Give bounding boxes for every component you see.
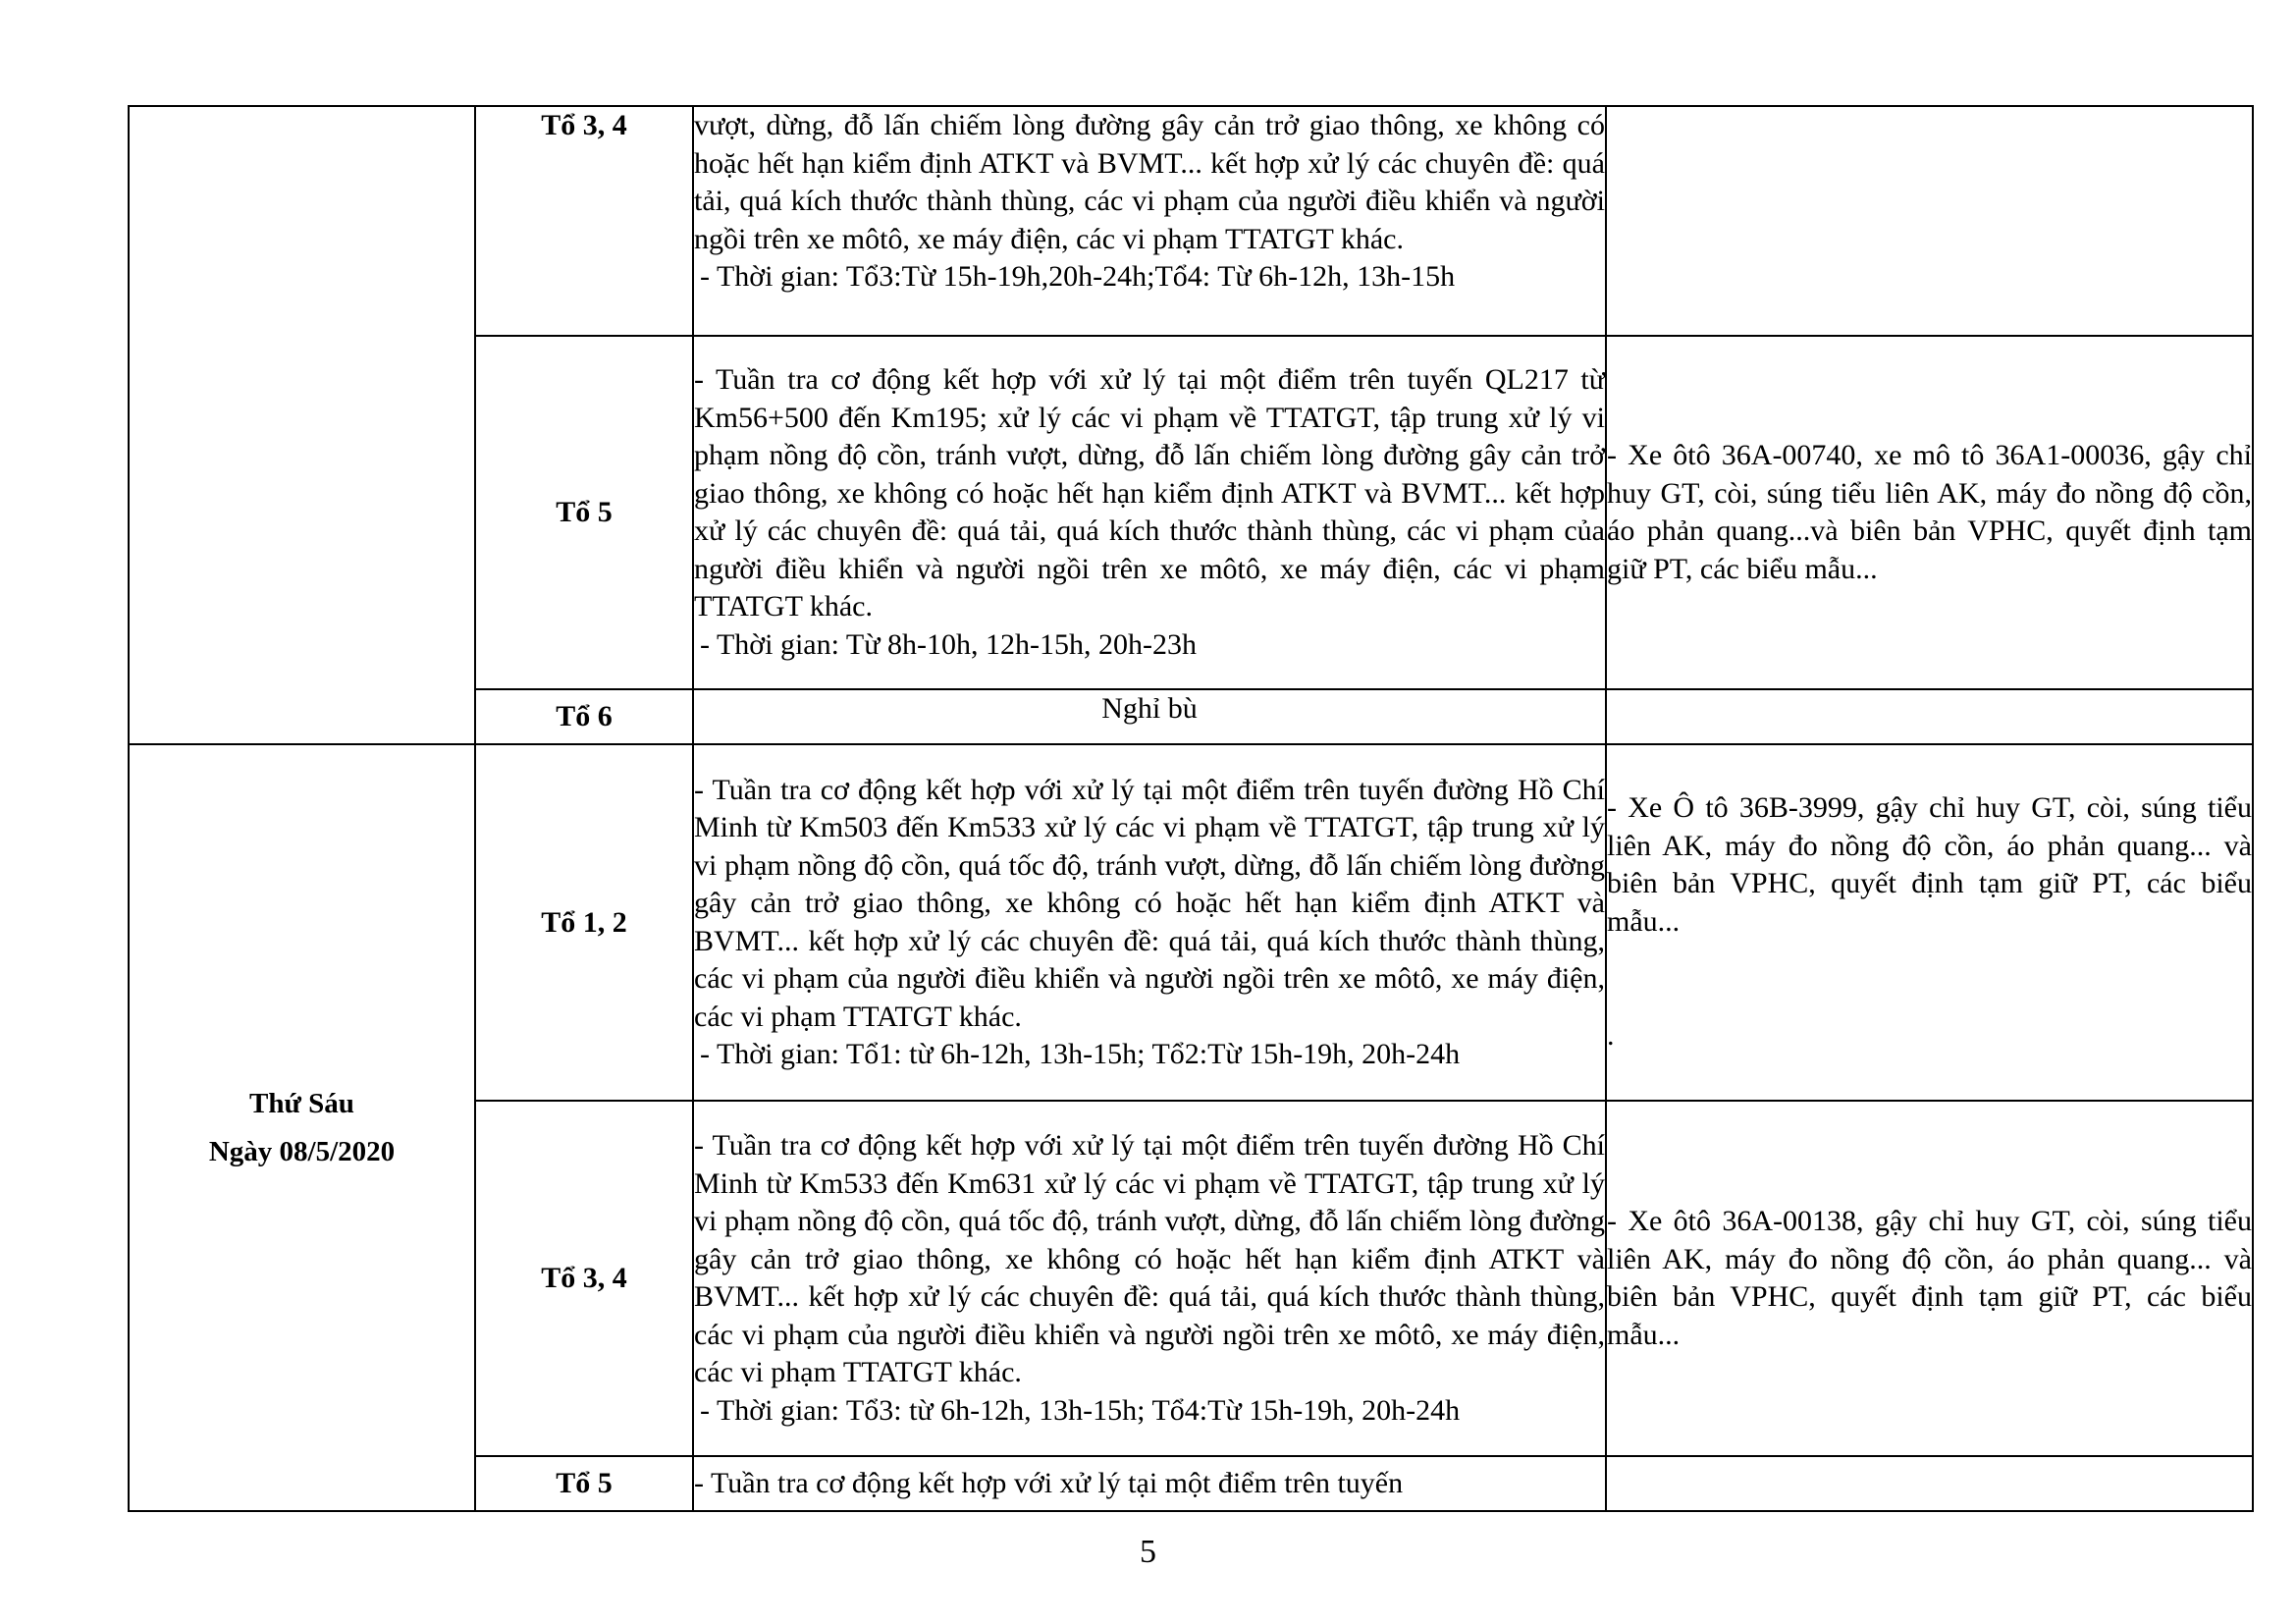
task-description: - Tuần tra cơ động kết hợp với xử lý tại một điểm trên tuyến đường Hồ Chí Minh từ Km503 đến Km533 xử lý các vi phạm về TTATGT, tập trung xử lý vi phạm nồng độ cồn, quá tốc độ, tránh vượt, dừng, đỗ lấn chiếm lòng đường gây cản trở giao thông, xe không có hoặc hết hạn kiểm định ATKT và BVMT... kết hợp xử lý các chuyên đề: quá tải, quá kích thước thành thùng, các vi phạm của người điều khiển và người ngồi trên xe môtô, xe máy điện, các vi phạm TTATGT khác.	[694, 773, 1605, 1033]
task-cell	[693, 106, 1606, 336]
task-time: - Thời gian: Tổ3: từ 6h-12h, 13h-15h; Tổ4:Từ 15h-19h, 20h-24h	[700, 1393, 1461, 1427]
equipment-cell	[1606, 106, 2253, 336]
table-row	[129, 744, 2253, 1101]
team-cell: Tổ 5	[475, 1456, 693, 1511]
task-description: - Tuần tra cơ động kết hợp với xử lý tại một điểm trên tuyến QL217 từ Km56+500 đến Km195; xử lý các vi phạm về TTATGT, tập trung xử lý vi phạm nồng độ cồn, tránh vượt, dừng, đỗ lấn chiếm lòng đường gây cản trở giao thông, xe không có hoặc hết hạn kiểm định ATKT và BVMT... kết hợp xử lý các chuyên đề: quá tải, quá kích thước thành thùng, các vi phạm của người điều khiển và người ngồi trên xe môtô, xe máy điện, các vi phạm TTATGT khác.	[694, 363, 1605, 623]
task-cell	[693, 336, 1606, 689]
equipment-cell	[1606, 744, 2253, 1101]
task-description: vượt, dừng, đỗ lấn chiếm lòng đường gây cản trở giao thông, xe không có hoặc hết hạn kiểm định ATKT và BVMT... kết hợp xử lý các chuyên đề: quá tải, quá kích thước thành thùng, các vi phạm của người điều khiển và người ngồi trên xe môtô, xe máy điện, các vi phạm TTATGT khác.	[694, 109, 1605, 255]
table-row	[129, 106, 2253, 336]
task-time: - Thời gian: Từ 8h-10h, 12h-15h, 20h-23h	[700, 627, 1197, 661]
task-time: - Thời gian: Tổ1: từ 6h-12h, 13h-15h; Tổ2:Từ 15h-19h, 20h-24h	[700, 1038, 1461, 1070]
team-cell: Tổ 6	[475, 689, 693, 744]
team-cell: Tổ 3, 4	[475, 106, 693, 336]
equipment-cell	[1606, 689, 2253, 744]
equipment-cell: - Xe ôtô 36A-00138, gậy chỉ huy GT, còi, súng tiểu liên AK, máy đo nồng độ cồn, áo phản quang... và biên bản VPHC, quyết định tạm giữ PT, các biểu mẫu...	[1606, 1101, 2253, 1456]
team-cell: Tổ 1, 2	[475, 744, 693, 1101]
day-name: Thứ Sáu	[249, 1087, 354, 1119]
task-description: - Tuần tra cơ động kết hợp với xử lý tại một điểm trên tuyến đường Hồ Chí Minh từ Km533 đến Km631 xử lý các vi phạm về TTATGT, tập trung xử lý vi phạm nồng độ cồn, quá tốc độ, tránh vượt, dừng, đỗ lấn chiếm lòng đường gây cản trở giao thông, xe không có hoặc hết hạn kiểm định ATKT và BVMT... kết hợp xử lý các chuyên đề: quá tải, quá kích thước thành thùng, các vi phạm của người điều khiển và người ngồi trên xe môtô, xe máy điện, các vi phạm TTATGT khác.	[694, 1129, 1605, 1388]
equipment-extra: .	[1607, 1019, 1615, 1053]
task-cell: Nghỉ bù	[693, 689, 1606, 744]
team-cell: Tổ 5	[475, 336, 693, 689]
task-cell	[693, 744, 1606, 1101]
equipment-text: - Xe Ô tô 36B-3999, gậy chỉ huy GT, còi, súng tiểu liên AK, máy đo nồng độ cồn, áo phản quang... và biên bản VPHC, quyết định tạm giữ PT, các biểu mẫu...	[1607, 791, 2252, 938]
equipment-cell	[1606, 1456, 2253, 1511]
day-cell-empty	[129, 106, 475, 744]
page-number: 5	[1140, 1534, 1156, 1570]
task-cell	[693, 1101, 1606, 1456]
day-date: Ngày 08/5/2020	[208, 1135, 396, 1167]
day-cell	[129, 744, 475, 1511]
task-time: - Thời gian: Tổ3:Từ 15h-19h,20h-24h;Tổ4: Từ 6h-12h, 13h-15h	[700, 260, 1456, 293]
team-cell: Tổ 3, 4	[475, 1101, 693, 1456]
schedule-table	[128, 105, 2254, 1512]
equipment-cell: - Xe ôtô 36A-00740, xe mô tô 36A1-00036, gậy chỉ huy GT, còi, súng tiểu liên AK, máy đo nồng độ cồn, áo phản quang...và biên bản VPHC, quyết định tạm giữ PT, các biểu mẫu...	[1606, 336, 2253, 689]
task-cell: - Tuần tra cơ động kết hợp với xử lý tại một điểm trên tuyến	[693, 1456, 1606, 1511]
